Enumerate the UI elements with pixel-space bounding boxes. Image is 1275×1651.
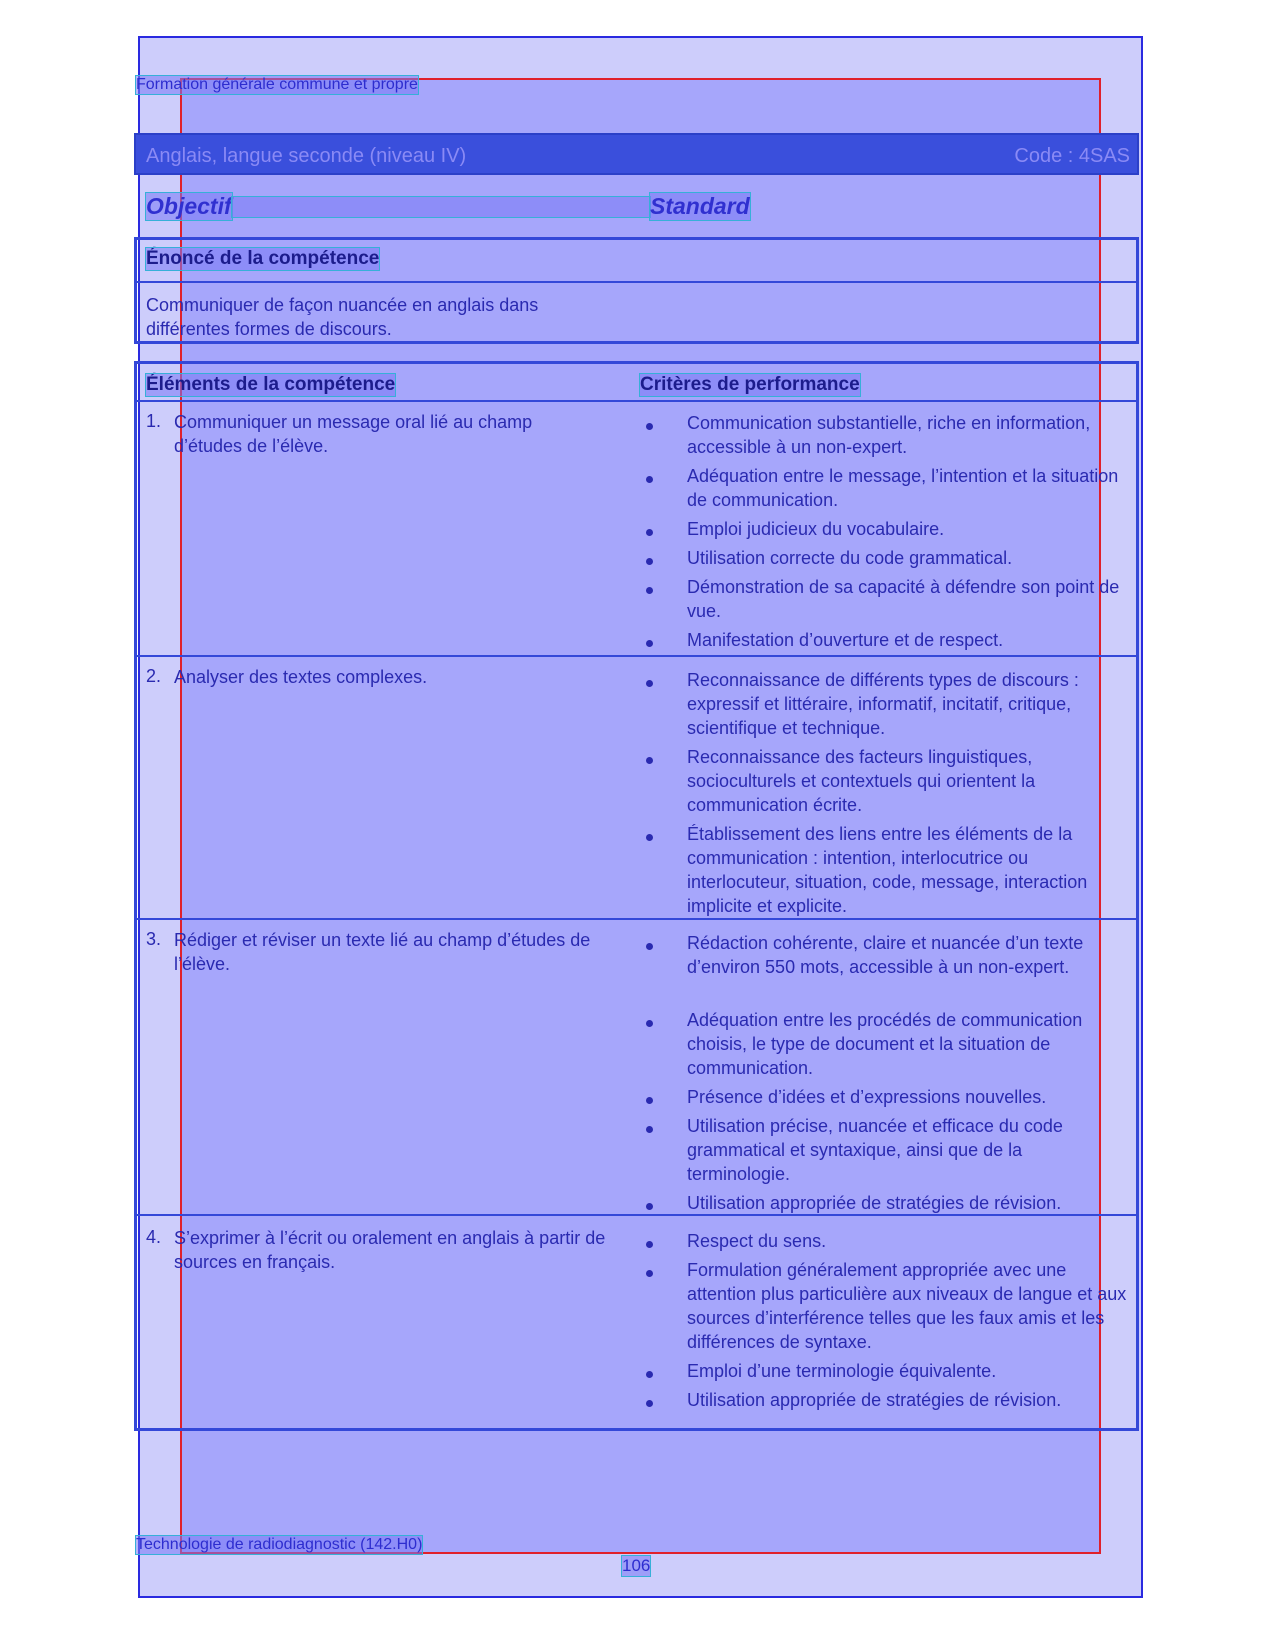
bullet-icon	[646, 1400, 653, 1407]
bullet-icon	[646, 587, 653, 594]
criterion: Adéquation entre les procédés de communication choisis, le type de document et la situation de communication.	[687, 1010, 1083, 1078]
table-header-divider	[134, 400, 1139, 402]
bullet-icon	[646, 640, 653, 647]
page-number: 106	[622, 1556, 651, 1575]
section-label: Formation générale commune et propre	[136, 76, 418, 93]
criterion: Reconnaissance de différents types de discours : expressif et littéraire, informatif, incitatif, critique, scientifique et technique.	[687, 670, 1079, 738]
row-divider	[134, 918, 1139, 920]
element-text: S’exprimer à l’écrit ou oralement en anglais à partir de sources en français.	[174, 1228, 606, 1272]
criterion: Manifestation d’ouverture et de respect.	[687, 630, 1004, 650]
element-number: 3.	[146, 929, 162, 949]
bullet-icon	[646, 423, 653, 430]
bullet-icon	[646, 834, 653, 841]
criterion: Établissement des liens entre les éléments de la communication : intention, interlocutrice ou interlocuteur, situation, code, message, interaction implicite et explicite.	[687, 824, 1088, 916]
element-text: Communiquer un message oral lié au champ d’études de l’élève.	[174, 412, 533, 456]
row-divider	[134, 655, 1139, 657]
element-number: 2.	[146, 666, 162, 686]
bullet-icon	[646, 1203, 653, 1210]
bullet-icon	[646, 1097, 653, 1104]
footer-program: Technologie de radiodiagnostic (142.H0)	[136, 1536, 423, 1553]
element-number: 1.	[146, 411, 162, 431]
course-title: Anglais, langue seconde (niveau IV)	[146, 145, 467, 167]
objectif-label: Objectif	[146, 193, 232, 219]
criterion: Respect du sens.	[687, 1231, 827, 1251]
criterion: Communication substantielle, riche en information, accessible à un non-expert.	[687, 413, 1091, 457]
criterion: Utilisation appropriée de stratégies de révision.	[687, 1390, 1062, 1410]
bullet-icon	[646, 558, 653, 565]
bullet-icon	[646, 943, 653, 950]
competence-divider	[134, 281, 1139, 283]
competence-heading: Énoncé de la compétence	[146, 248, 380, 269]
criterion: Utilisation appropriée de stratégies de révision.	[687, 1193, 1062, 1213]
course-code: Code : 4SAS	[1014, 145, 1130, 167]
col-header-elements: Éléments de la compétence	[146, 374, 396, 395]
element-number: 4.	[146, 1227, 162, 1247]
bullet-icon	[646, 476, 653, 483]
element-text: Rédiger et réviser un texte lié au champ d’études de l’élève.	[174, 930, 591, 974]
standard-label: Standard	[650, 193, 750, 219]
criterion: Adéquation entre le message, l’intention et la situation de communication.	[687, 466, 1119, 510]
bullet-icon	[646, 757, 653, 764]
criterion: Présence d’idées et d’expressions nouvelles.	[687, 1087, 1047, 1107]
competence-text: Communiquer de façon nuancée en anglais dans différentes formes de discours.	[146, 295, 539, 339]
bullet-icon	[646, 680, 653, 687]
bullet-icon	[646, 1020, 653, 1027]
criterion: Utilisation correcte du code grammatical.	[687, 548, 1013, 568]
bullet-icon	[646, 1371, 653, 1378]
criterion: Emploi judicieux du vocabulaire.	[687, 519, 945, 539]
criterion: Formulation généralement appropriée avec une attention plus particulière aux niveaux de langue et aux sources d’interférence telles que les faux amis et les différences de syntaxe.	[687, 1260, 1127, 1352]
criterion: Rédaction cohérente, claire et nuancée d’un texte d’environ 550 mots, accessible à un non-expert.	[687, 933, 1084, 977]
criterion: Démonstration de sa capacité à défendre son point de vue.	[687, 577, 1120, 621]
bullet-icon	[646, 1241, 653, 1248]
criterion: Emploi d’une terminologie équivalente.	[687, 1361, 997, 1381]
criterion: Reconnaissance des facteurs linguistiques, socioculturels et contextuels qui orientent la communication écrite.	[687, 747, 1036, 815]
bullet-icon	[646, 529, 653, 536]
criterion: Utilisation précise, nuancée et efficace du code grammatical et syntaxique, ainsi que de la terminologie.	[687, 1116, 1063, 1184]
objectif-fill	[232, 197, 650, 217]
bullet-icon	[646, 1270, 653, 1277]
bullet-icon	[646, 1126, 653, 1133]
col-header-criteria: Critères de performance	[640, 374, 860, 395]
element-text: Analyser des textes complexes.	[174, 667, 428, 687]
